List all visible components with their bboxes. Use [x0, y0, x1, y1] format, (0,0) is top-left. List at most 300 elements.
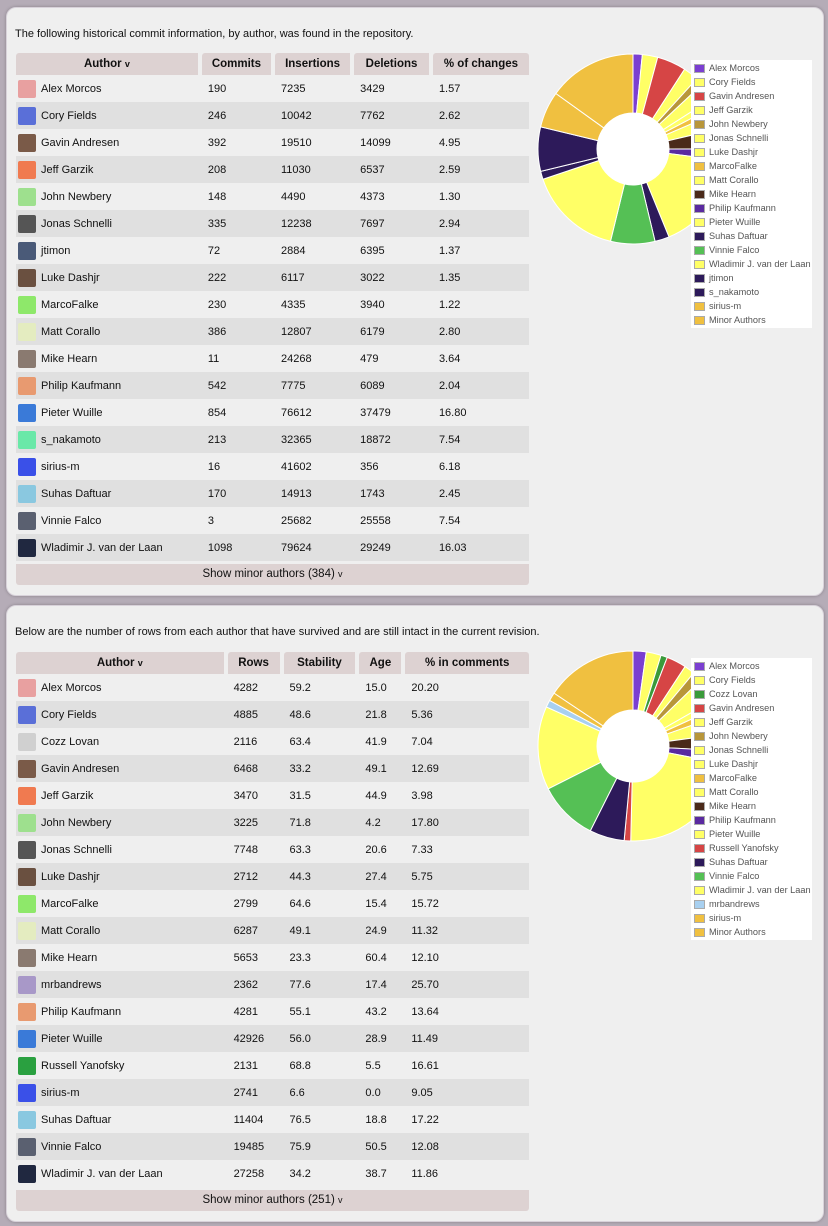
cell-c3: 5.5 [359, 1052, 405, 1079]
cell-c4: 16.80 [433, 399, 529, 426]
cell-c1: 19485 [228, 1133, 284, 1160]
cell-c4: 7.04 [405, 728, 529, 755]
table-row [16, 264, 529, 291]
table-row [16, 809, 529, 836]
avatar [18, 1057, 36, 1075]
cell-c2: 6.6 [284, 1079, 360, 1106]
commits-header-row [16, 53, 529, 75]
table-row [16, 183, 529, 210]
author-name: Vinnie Falco [41, 1140, 102, 1153]
legend-label: Minor Authors [709, 927, 766, 937]
author-cell [16, 345, 202, 372]
author-cell [16, 755, 228, 782]
legend-item [691, 285, 812, 299]
avatar [18, 1084, 36, 1102]
author-cell [16, 836, 228, 863]
author-name: Suhas Daftuar [41, 1113, 112, 1126]
author-name: Jonas Schnelli [41, 843, 112, 856]
cell-c1: 27258 [228, 1160, 284, 1187]
avatar [18, 679, 36, 697]
legend-item [691, 61, 812, 75]
cell-c1: 4282 [228, 674, 284, 701]
avatar [18, 161, 36, 179]
cell-c4: 17.22 [405, 1106, 529, 1133]
legend-label: Luke Dashjr [709, 147, 759, 157]
cell-c4: 1.30 [433, 183, 529, 210]
author-name: Vinnie Falco [41, 514, 102, 527]
cell-c3: 0.0 [359, 1079, 405, 1106]
author-name: John Newbery [41, 190, 112, 203]
table-row [16, 836, 529, 863]
legend-label: Luke Dashjr [709, 759, 759, 769]
legend-swatch [694, 928, 705, 937]
legend-swatch [694, 260, 705, 269]
author-cell [16, 534, 202, 561]
legend-label: Gavin Andresen [709, 703, 775, 713]
author-cell [16, 210, 202, 237]
cell-c1: 246 [202, 102, 275, 129]
cell-c2: 56.0 [284, 1025, 360, 1052]
cell-c1: 72 [202, 237, 275, 264]
table-row [16, 917, 529, 944]
legend-swatch [694, 218, 705, 227]
legend-item [691, 673, 812, 687]
table-row [16, 237, 529, 264]
cell-c1: 190 [202, 75, 275, 102]
cell-c4: 2.80 [433, 318, 529, 345]
author-cell [16, 917, 228, 944]
table-row [16, 944, 529, 971]
author-cell [16, 971, 228, 998]
legend-label: s_nakamoto [709, 287, 760, 297]
cell-c3: 3940 [354, 291, 433, 318]
cell-c4: 7.54 [433, 426, 529, 453]
cell-c3: 38.7 [359, 1160, 405, 1187]
pie-hole [597, 710, 669, 782]
cell-c3: 20.6 [359, 836, 405, 863]
cell-c2: 64.6 [284, 890, 360, 917]
cell-c2: 48.6 [284, 701, 360, 728]
legend-label: Philip Kaufmann [709, 203, 776, 213]
legend-label: John Newbery [709, 731, 768, 741]
cell-c1: 2116 [228, 728, 284, 755]
author-cell [16, 1025, 228, 1052]
legend-swatch [694, 302, 705, 311]
header-age[interactable]: Age [359, 652, 405, 674]
cell-c1: 213 [202, 426, 275, 453]
cell-c3: 18.8 [359, 1106, 405, 1133]
rows-header-row [16, 652, 529, 674]
table-row [16, 1160, 529, 1187]
cell-c3: 356 [354, 453, 433, 480]
author-name: Gavin Andresen [41, 136, 120, 149]
cell-c4: 2.04 [433, 372, 529, 399]
legend-swatch [694, 176, 705, 185]
legend-item [691, 75, 812, 89]
cell-c2: 44.3 [284, 863, 360, 890]
author-name: Pieter Wuille [41, 406, 103, 419]
legend-item [691, 729, 812, 743]
legend-swatch [694, 844, 705, 853]
avatar [18, 895, 36, 913]
author-cell [16, 809, 228, 836]
legend-label: Alex Morcos [709, 661, 760, 671]
avatar [18, 485, 36, 503]
table-row [16, 998, 529, 1025]
cell-c3: 44.9 [359, 782, 405, 809]
table-row [16, 728, 529, 755]
table-row [16, 210, 529, 237]
avatar [18, 922, 36, 940]
table-row [16, 890, 529, 917]
avatar [18, 215, 36, 233]
cell-c1: 6468 [228, 755, 284, 782]
legend-item [691, 813, 812, 827]
cell-c1: 16 [202, 453, 275, 480]
cell-c4: 11.86 [405, 1160, 529, 1187]
commits-panel [6, 7, 824, 596]
cell-c3: 17.4 [359, 971, 405, 998]
cell-c2: 12807 [275, 318, 354, 345]
author-name: sirius-m [41, 460, 80, 473]
header-percent-comments[interactable]: % in comments [405, 652, 529, 674]
chevron-down-icon: v [338, 1195, 343, 1205]
cell-c2: 32365 [275, 426, 354, 453]
table-row [16, 971, 529, 998]
header-stability[interactable]: Stability [284, 652, 360, 674]
author-cell [16, 674, 228, 701]
cell-c3: 7697 [354, 210, 433, 237]
cell-c3: 29249 [354, 534, 433, 561]
table-row [16, 863, 529, 890]
legend-swatch [694, 148, 705, 157]
cell-c3: 3429 [354, 75, 433, 102]
author-name: Wladimir J. van der Laan [41, 541, 163, 554]
cell-c3: 6089 [354, 372, 433, 399]
cell-c3: 27.4 [359, 863, 405, 890]
legend-swatch [694, 914, 705, 923]
cell-c1: 170 [202, 480, 275, 507]
cell-c1: 2741 [228, 1079, 284, 1106]
cell-c2: 68.8 [284, 1052, 360, 1079]
author-cell [16, 75, 202, 102]
header-rows[interactable]: Rows [228, 652, 284, 674]
avatar [18, 269, 36, 287]
legend-label: Gavin Andresen [709, 91, 775, 101]
avatar [18, 868, 36, 886]
cell-c2: 6117 [275, 264, 354, 291]
cell-c3: 4373 [354, 183, 433, 210]
author-name: John Newbery [41, 816, 112, 829]
cell-c4: 16.03 [433, 534, 529, 561]
table-row [16, 1106, 529, 1133]
legend-swatch [694, 886, 705, 895]
cell-c2: 63.3 [284, 836, 360, 863]
author-name: MarcoFalke [41, 298, 99, 311]
commits-legend [691, 60, 812, 328]
cell-c2: 10042 [275, 102, 354, 129]
cell-c2: 31.5 [284, 782, 360, 809]
header-deletions[interactable]: Deletions [354, 53, 433, 75]
rows-intro: Below are the number of rows from each author that have survived and are still intact in the current revision. [15, 626, 540, 638]
author-cell [16, 890, 228, 917]
header-insertions[interactable]: Insertions [275, 53, 354, 75]
author-cell [16, 701, 228, 728]
cell-c3: 25558 [354, 507, 433, 534]
legend-item [691, 799, 812, 813]
avatar [18, 539, 36, 557]
author-cell [16, 1133, 228, 1160]
header-author[interactable]: Author v [16, 652, 228, 674]
cell-c1: 148 [202, 183, 275, 210]
legend-label: Cozz Lovan [709, 689, 758, 699]
legend-label: Suhas Daftuar [709, 231, 768, 241]
cell-c3: 24.9 [359, 917, 405, 944]
legend-item [691, 131, 812, 145]
avatar [18, 814, 36, 832]
legend-item [691, 715, 812, 729]
cell-c2: 11030 [275, 156, 354, 183]
cell-c1: 2799 [228, 890, 284, 917]
author-cell [16, 1160, 228, 1187]
avatar [18, 323, 36, 341]
cell-c1: 542 [202, 372, 275, 399]
cell-c4: 3.98 [405, 782, 529, 809]
table-row [16, 1079, 529, 1106]
cell-c1: 392 [202, 129, 275, 156]
author-cell [16, 291, 202, 318]
avatar [18, 1111, 36, 1129]
legend-item [691, 117, 812, 131]
legend-swatch [694, 704, 705, 713]
legend-swatch [694, 232, 705, 241]
legend-swatch [694, 246, 705, 255]
avatar [18, 949, 36, 967]
cell-c3: 7762 [354, 102, 433, 129]
legend-swatch [694, 662, 705, 671]
cell-c2: 75.9 [284, 1133, 360, 1160]
commits-table [16, 53, 529, 561]
author-cell [16, 998, 228, 1025]
cell-c4: 2.62 [433, 102, 529, 129]
legend-label: Wladimir J. van der Laan [709, 259, 811, 269]
cell-c1: 5653 [228, 944, 284, 971]
cell-c4: 17.80 [405, 809, 529, 836]
avatar [18, 431, 36, 449]
legend-label: Alex Morcos [709, 63, 760, 73]
legend-item [691, 785, 812, 799]
table-row [16, 426, 529, 453]
table-row [16, 755, 529, 782]
table-row [16, 480, 529, 507]
cell-c3: 43.2 [359, 998, 405, 1025]
legend-label: sirius-m [709, 301, 742, 311]
author-cell [16, 129, 202, 156]
cell-c2: 24268 [275, 345, 354, 372]
cell-c4: 2.59 [433, 156, 529, 183]
author-cell [16, 183, 202, 210]
header-commits[interactable]: Commits [202, 53, 275, 75]
legend-item [691, 743, 812, 757]
legend-item [691, 299, 812, 313]
author-name: Cory Fields [41, 109, 97, 122]
cell-c1: 2362 [228, 971, 284, 998]
legend-swatch [694, 872, 705, 881]
cell-c1: 386 [202, 318, 275, 345]
cell-c2: 33.2 [284, 755, 360, 782]
legend-swatch [694, 774, 705, 783]
legend-swatch [694, 316, 705, 325]
cell-c4: 25.70 [405, 971, 529, 998]
table-row [16, 1025, 529, 1052]
cell-c2: 76612 [275, 399, 354, 426]
cell-c4: 11.32 [405, 917, 529, 944]
table-row [16, 372, 529, 399]
avatar [18, 733, 36, 751]
cell-c1: 2131 [228, 1052, 284, 1079]
author-name: Jeff Garzik [41, 789, 94, 802]
author-name: Cozz Lovan [41, 735, 100, 748]
cell-c4: 12.08 [405, 1133, 529, 1160]
avatar [18, 80, 36, 98]
legend-item [691, 897, 812, 911]
legend-swatch [694, 106, 705, 115]
avatar [18, 1003, 36, 1021]
author-cell [16, 507, 202, 534]
legend-item [691, 771, 812, 785]
legend-label: Pieter Wuille [709, 829, 761, 839]
avatar [18, 706, 36, 724]
legend-item [691, 883, 812, 897]
author-name: Jonas Schnelli [41, 217, 112, 230]
cell-c2: 25682 [275, 507, 354, 534]
table-row [16, 129, 529, 156]
legend-label: Mike Hearn [709, 801, 756, 811]
cell-c2: 12238 [275, 210, 354, 237]
author-cell [16, 1079, 228, 1106]
avatar [18, 134, 36, 152]
legend-swatch [694, 690, 705, 699]
legend-swatch [694, 78, 705, 87]
cell-c4: 9.05 [405, 1079, 529, 1106]
cell-c1: 7748 [228, 836, 284, 863]
cell-c2: 55.1 [284, 998, 360, 1025]
cell-c4: 11.49 [405, 1025, 529, 1052]
avatar [18, 976, 36, 994]
cell-c1: 1098 [202, 534, 275, 561]
table-row [16, 156, 529, 183]
show-minor-authors-button[interactable]: Show minor authors (251) v [16, 1190, 529, 1211]
rows-table [16, 652, 529, 1187]
legend-label: jtimon [709, 273, 734, 283]
cell-c3: 3022 [354, 264, 433, 291]
legend-item [691, 687, 812, 701]
cell-c1: 2712 [228, 863, 284, 890]
legend-item [691, 159, 812, 173]
author-cell [16, 863, 228, 890]
cell-c4: 15.72 [405, 890, 529, 917]
legend-label: MarcoFalke [709, 773, 757, 783]
legend-label: Wladimir J. van der Laan [709, 885, 811, 895]
legend-label: Cory Fields [709, 675, 756, 685]
cell-c4: 7.33 [405, 836, 529, 863]
author-name: MarcoFalke [41, 897, 99, 910]
author-name: Russell Yanofsky [41, 1059, 125, 1072]
legend-item [691, 855, 812, 869]
cell-c3: 1743 [354, 480, 433, 507]
cell-c2: 23.3 [284, 944, 360, 971]
cell-c2: 76.5 [284, 1106, 360, 1133]
author-name: Luke Dashjr [41, 271, 100, 284]
cell-c3: 4.2 [359, 809, 405, 836]
cell-c3: 6537 [354, 156, 433, 183]
legend-label: Cory Fields [709, 77, 756, 87]
cell-c2: 59.2 [284, 674, 360, 701]
cell-c4: 1.37 [433, 237, 529, 264]
author-name: Alex Morcos [41, 681, 102, 694]
commits-table-body [16, 75, 529, 561]
author-cell [16, 399, 202, 426]
rows-panel [6, 605, 824, 1222]
cell-c3: 15.0 [359, 674, 405, 701]
author-name: mrbandrews [41, 978, 102, 991]
header-author[interactable]: Author v [16, 53, 202, 75]
cell-c2: 14913 [275, 480, 354, 507]
avatar [18, 841, 36, 859]
author-name: Mike Hearn [41, 352, 98, 365]
cell-c1: 11404 [228, 1106, 284, 1133]
cell-c3: 479 [354, 345, 433, 372]
legend-item [691, 313, 812, 327]
legend-swatch [694, 162, 705, 171]
cell-c1: 3470 [228, 782, 284, 809]
show-minor-authors-button[interactable]: Show minor authors (384) v [16, 564, 529, 585]
legend-label: Russell Yanofsky [709, 843, 779, 853]
author-name: Cory Fields [41, 708, 97, 721]
avatar [18, 787, 36, 805]
author-name: s_nakamoto [41, 433, 101, 446]
cell-c2: 7235 [275, 75, 354, 102]
legend-item [691, 243, 812, 257]
header-percent-changes[interactable]: % of changes [433, 53, 529, 75]
avatar [18, 242, 36, 260]
legend-label: Jeff Garzik [709, 717, 753, 727]
author-name: Philip Kaufmann [41, 1005, 122, 1018]
cell-c4: 12.10 [405, 944, 529, 971]
legend-label: Matt Corallo [709, 175, 759, 185]
table-row [16, 782, 529, 809]
cell-c3: 41.9 [359, 728, 405, 755]
cell-c1: 6287 [228, 917, 284, 944]
cell-c2: 41602 [275, 453, 354, 480]
author-cell [16, 480, 202, 507]
author-cell [16, 372, 202, 399]
legend-label: Suhas Daftuar [709, 857, 768, 867]
avatar [18, 188, 36, 206]
sort-chevron-icon: v [124, 59, 130, 69]
legend-label: Jonas Schnelli [709, 133, 769, 143]
avatar [18, 1030, 36, 1048]
author-name: Wladimir J. van der Laan [41, 1167, 163, 1180]
cell-c4: 6.18 [433, 453, 529, 480]
table-row [16, 507, 529, 534]
legend-label: John Newbery [709, 119, 768, 129]
author-cell [16, 1106, 228, 1133]
legend-swatch [694, 788, 705, 797]
avatar [18, 512, 36, 530]
author-name: Philip Kaufmann [41, 379, 122, 392]
legend-label: sirius-m [709, 913, 742, 923]
